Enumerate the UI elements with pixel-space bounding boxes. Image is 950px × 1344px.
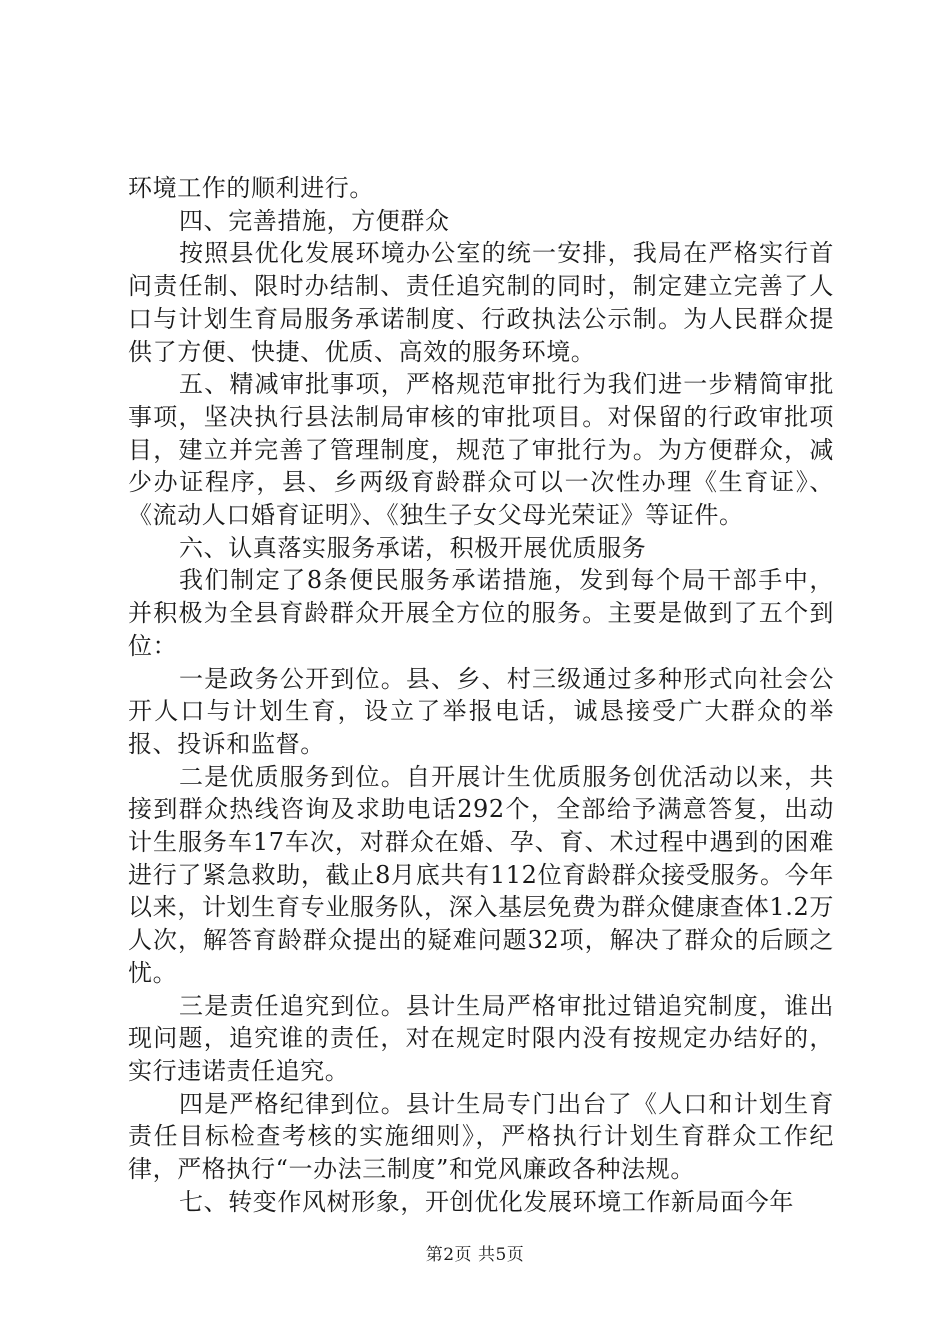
section-heading: 四、完善措施，方便群众: [179, 206, 450, 235]
paragraph: 三是责任追究到位。县计生局严格审批过错追究制度，谁出现问题，追究谁的责任，对在规定时限内没有按规定办结好的，实行违诺责任追究。: [128, 991, 834, 1085]
paragraph: 七、转变作风树形象，开创优化发展环境工作新局面今年: [179, 1187, 794, 1216]
page-number-footer: 第2页 共5页: [425, 1245, 525, 1265]
paragraph: 环境工作的顺利进行。: [128, 174, 374, 202]
paragraph: 二是优质服务到位。自开展计生优质服务创优活动以来，共接到群众热线咨询及求助电话292个，全部给予满意答复，出动计生服务车17车次，对群众在婚、孕、育、术过程中遇到的困难进行了紧急救助，截止8月底共有112位育龄群众接受服务。今年以来，计划生育专业服务队，深入基层免费为群众健康查体1.2万人次，解答育龄群众提出的疑难问题32项，解决了群众的后顾之忧。: [128, 762, 834, 987]
paragraph: 五、精减审批事项，严格规范审批行为我们进一步精简审批事项，坚决执行县法制局审核的审批项目。对保留的行政审批项目，建立并完善了管理制度，规范了审批行为。为方便群众，减少办证程序，县、乡两级育龄群众可以一次性办理《生育证》、《流动人口婚育证明》、《独生子女父母光荣证》等证件。: [128, 370, 834, 530]
section-heading: 六、认真落实服务承诺，积极开展优质服务: [179, 533, 647, 562]
paragraph: 按照县优化发展环境办公室的统一安排，我局在严格实行首问责任制、限时办结制、责任追究制的同时，制定建立完善了人口与计划生育局服务承诺制度、行政执法公示制。为人民群众提供了方便、快捷、优质、高效的服务环境。: [128, 239, 834, 366]
document-body: [128, 172, 834, 1219]
paragraph: 一是政务公开到位。县、乡、村三级通过多种形式向社会公开人口与计划生育，设立了举报电话，诚恳接受广大群众的举报、投诉和监督。: [128, 664, 834, 758]
paragraph: 我们制定了8条便民服务承诺措施，发到每个局干部手中，并积极为全县育龄群众开展全方位的服务。主要是做到了五个到位：: [128, 566, 834, 660]
paragraph: 四是严格纪律到位。县计生局专门出台了《人口和计划生育责任目标检查考核的实施细则》，严格执行计划生育群众工作纪律，严格执行“一办法三制度”和党风廉政各种法规。: [128, 1089, 834, 1184]
